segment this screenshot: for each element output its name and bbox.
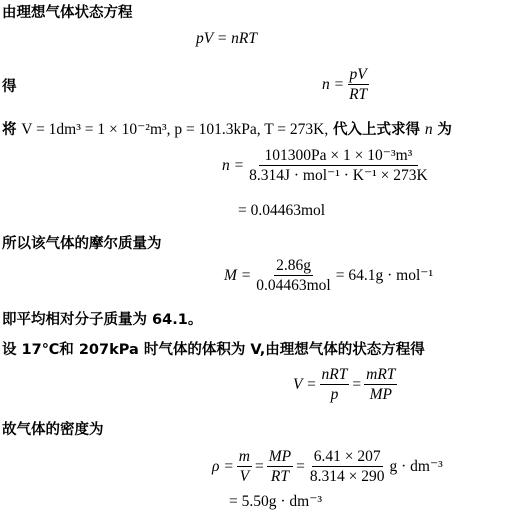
n-formula-fraction xyxy=(347,66,369,103)
rho-numerator-1: m xyxy=(238,448,250,465)
n-formula-denominator: RT xyxy=(349,86,368,103)
rho-denominator-3: 8.314 × 290 xyxy=(309,468,385,485)
m-calc-lhs: M = xyxy=(224,266,252,284)
intro-text: 由理想气体状态方程 xyxy=(2,5,133,21)
rho-denominator-2: RT xyxy=(270,468,289,485)
m-calc-fraction xyxy=(254,257,333,294)
density-result: = 5.50g · dm⁻³ xyxy=(229,493,323,510)
wei-text: 为 xyxy=(437,122,452,138)
n-calc-denominator: 8.314J · mol⁻¹ · K⁻¹ × 273K xyxy=(249,167,428,184)
n-formula-lhs: n = xyxy=(322,75,345,93)
rho-numerator-2: MP xyxy=(268,448,292,465)
rho-lhs: ρ = xyxy=(212,457,234,475)
n-calculation xyxy=(222,147,433,184)
jiang-text: 将 xyxy=(2,122,17,138)
v-formula-numerator-1: nRT xyxy=(321,366,348,383)
density-intro: 故气体的密度为 xyxy=(2,422,104,438)
v-formula-numerator-2: mRT xyxy=(366,366,396,383)
molar-mass-calculation xyxy=(224,257,433,294)
n-formula xyxy=(322,66,372,103)
rho-denominator-1: V xyxy=(239,468,250,485)
rho-fraction-1 xyxy=(237,448,252,485)
m-calc-result: = 64.1g · mol⁻¹ xyxy=(335,267,434,284)
molar-mass-intro: 所以该气体的摩尔质量为 xyxy=(2,236,162,252)
v-formula-fraction-1 xyxy=(320,366,350,403)
n-calc-lhs: n = xyxy=(222,156,245,174)
v-formula-equals: = xyxy=(352,375,362,393)
substitution-line xyxy=(2,120,452,139)
v-formula-denominator-1: p xyxy=(330,386,339,403)
rho-numerator-3: 6.41 × 207 xyxy=(313,448,381,465)
n-calc-fraction xyxy=(247,147,430,184)
v-formula-lhs: V = xyxy=(293,375,317,393)
n-symbol: n xyxy=(424,121,433,138)
rho-fraction-2 xyxy=(267,448,293,485)
rho-equals-2: = xyxy=(296,457,305,475)
volume-assumption-line: 设 17℃和 207kPa 时气体的体积为 V,由理想气体的状态方程得 xyxy=(2,342,425,358)
substitute-text: 代入上式求得 xyxy=(333,122,421,138)
rho-unit: g · dm⁻³ xyxy=(389,458,443,475)
volume-formula xyxy=(293,366,400,403)
de-text: 得 xyxy=(2,79,17,95)
rho-fraction-3 xyxy=(308,448,387,485)
n-result: = 0.04463mol xyxy=(238,202,326,219)
m-calc-numerator: 2.86g xyxy=(276,257,311,274)
n-calc-numerator: 101300Pa × 1 × 10⁻³m³ xyxy=(259,147,419,166)
state-equation xyxy=(196,30,257,48)
v-formula-denominator-2: MP xyxy=(369,386,392,403)
v-formula-fraction-2 xyxy=(364,366,397,403)
m-calc-denominator: 0.04463mol xyxy=(256,277,331,294)
n-formula-numerator: pV xyxy=(349,66,367,83)
relative-molecular-mass-line: 即平均相对分子质量为 64.1。 xyxy=(2,312,203,328)
density-calculation xyxy=(212,448,443,485)
state-equation-text: pV = nRT xyxy=(196,30,257,47)
given-values: V = 1dm³ = 1 × 10⁻²m³, p = 101.3kPa, T = 273K, xyxy=(21,121,329,138)
rho-equals-1: = xyxy=(254,457,264,475)
